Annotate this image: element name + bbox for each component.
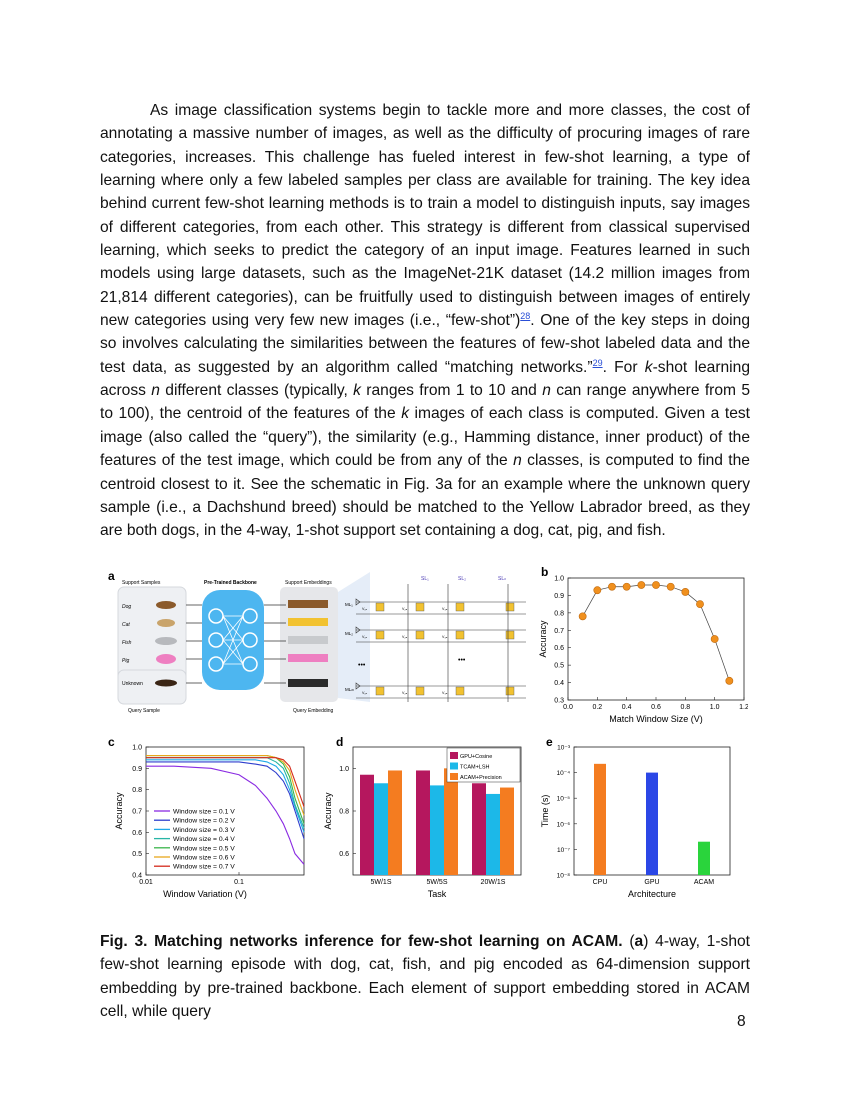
x-tick-label: 0.0	[563, 704, 573, 711]
chart-c	[114, 745, 304, 900]
class-label-fish: Fish	[122, 640, 132, 646]
x-tick-label: 5W/5S	[426, 879, 448, 886]
math-variable: n	[542, 382, 551, 400]
query-embedding-label: Query Embedding	[293, 708, 334, 714]
data-point	[696, 601, 703, 608]
x-axis-label: Match Window Size (V)	[609, 714, 703, 724]
embedding-pig	[288, 654, 328, 662]
backbone	[202, 580, 264, 690]
cat-icon	[157, 619, 175, 627]
bar	[360, 775, 374, 875]
legend-swatch	[450, 763, 458, 770]
search-line-label: SL₂	[458, 576, 467, 582]
cell-voltage-label: V₂ₙ	[402, 635, 408, 639]
query-sample-label: Query Sample	[128, 708, 160, 714]
bar	[594, 764, 606, 875]
x-tick-label: ACAM	[693, 879, 715, 886]
y-axis-label: Accuracy	[114, 792, 124, 830]
legend-label: ACAM+Precision	[460, 775, 502, 781]
unknown-label: Unknown	[122, 681, 143, 687]
class-label-pig: Pig	[122, 658, 130, 664]
y-tick-label: 0.4	[132, 872, 142, 880]
chart-d	[323, 747, 521, 899]
acam-cell	[376, 603, 384, 611]
body-text: ranges from 1 to 10 and	[360, 382, 543, 400]
acam-cell	[456, 687, 464, 695]
embedding-fish	[288, 636, 328, 644]
legend-label: TCAM+LSH	[460, 764, 490, 771]
panel-label-e: e	[546, 735, 553, 749]
math-variable: n	[151, 382, 160, 400]
y-axis-label: Time (s)	[540, 794, 550, 828]
acam-cell	[506, 603, 514, 611]
support-embeddings-title: Support Embeddings	[285, 580, 332, 586]
y-tick-label: 0.3	[554, 697, 564, 705]
math-variable: k	[353, 382, 361, 400]
acam-array	[345, 576, 526, 702]
x-tick-label: 5W/1S	[370, 879, 392, 886]
body-text: . For	[602, 358, 645, 376]
y-tick-label: 0.8	[554, 610, 564, 618]
body-text: -shot learning across	[100, 358, 750, 400]
bar	[374, 783, 388, 875]
embedding-dog	[288, 600, 328, 608]
x-tick-label: 0.01	[139, 879, 153, 886]
search-line-label: SLₙ	[498, 576, 507, 582]
y-tick-label: 0.7	[132, 808, 142, 816]
support-samples-title: Support Samples	[122, 580, 161, 586]
y-tick-label: 0.6	[339, 851, 349, 859]
cell-voltage-label: V₁ₙ	[362, 607, 368, 611]
x-tick-label: 0.4	[621, 704, 632, 711]
series-line	[146, 756, 304, 816]
bar	[486, 794, 500, 875]
support-box-bg	[118, 587, 186, 682]
bar	[416, 770, 430, 875]
data-line	[583, 585, 730, 681]
caption-text: (	[622, 933, 635, 950]
cell-voltage-label: V₂ₙ	[402, 691, 408, 695]
page-number: 8	[737, 1013, 746, 1030]
x-tick-label: 0.8	[680, 704, 691, 711]
bar	[646, 773, 658, 875]
y-tick-label: 1.0	[554, 575, 564, 583]
y-axis-label: Accuracy	[538, 620, 548, 658]
body-paragraph	[100, 99, 750, 543]
data-point	[638, 581, 645, 588]
x-tick-label: 0.2	[592, 704, 603, 711]
acam-cell	[456, 631, 464, 639]
y-axis-label: Accuracy	[323, 792, 333, 830]
y-tick-label: 0.4	[554, 680, 564, 688]
chart-e	[540, 745, 730, 900]
panel-label-a: a	[108, 569, 115, 583]
bar	[444, 768, 458, 875]
data-point	[711, 635, 718, 642]
x-axis-label: Architecture	[627, 889, 677, 899]
x-tick-label: 1.2	[739, 704, 748, 711]
legend-label: Window size = 0.3 V	[173, 826, 235, 834]
body-text: classes, is computed to find the centroid closest to it. See the schematic in Fig. 3a for an example where the unknown query sample (i.e., a Dachshund breed) should be matched to the Yellow Labrador breed, as they are both dogs, in the 4-way, 1-shot support set containing a dog, cat, pig, and fish.	[100, 452, 750, 540]
y-tick-label: 0.5	[132, 851, 142, 859]
match-line-label: MLₘ	[345, 687, 355, 692]
x-tick-label: 0.6	[651, 704, 661, 711]
legend-label: Window size = 0.4 V	[173, 836, 235, 844]
query-box-bg	[118, 670, 186, 704]
embedding-cat	[288, 618, 328, 626]
panel-label-d: d	[336, 735, 344, 749]
dachshund-icon	[155, 680, 177, 687]
acam-cell	[376, 631, 384, 639]
data-point	[594, 587, 601, 594]
acam-cell	[376, 687, 384, 695]
y-tick-label: 0.9	[132, 765, 142, 773]
data-point	[579, 613, 586, 620]
y-tick-label: 10⁻⁵	[556, 795, 570, 803]
y-tick-label: 10⁻⁴	[556, 770, 570, 778]
class-label-dog: Dog	[122, 604, 132, 610]
pig-icon	[156, 654, 176, 664]
match-line-label: ML₁	[345, 602, 353, 607]
reference-link[interactable]: 28	[520, 310, 531, 321]
data-point	[682, 588, 689, 595]
legend-label: GPU+Cosine	[460, 754, 493, 760]
legend-label: Window size = 0.1 V	[173, 808, 235, 816]
y-tick-label: 0.6	[554, 645, 564, 653]
y-tick-label: 0.7	[554, 627, 564, 635]
acam-cell	[416, 687, 424, 695]
y-tick-label: 0.6	[132, 829, 142, 837]
bar	[430, 785, 444, 875]
caption-text: ) 4-way, 1-shot few-shot learning episode with dog, cat, fish, and pig encoded as 64-dimension support embedding by pre-trained backbone. Each element of support embedding stored in ACAM cell, while query	[100, 933, 750, 1021]
y-tick-label: 10⁻⁷	[556, 846, 570, 854]
figure-canvas	[108, 562, 748, 912]
legend-label: Window size = 0.7 V	[173, 863, 235, 871]
embedding-unknown	[288, 679, 328, 687]
y-tick-label: 0.9	[554, 592, 564, 600]
y-tick-label: 10⁻³	[557, 744, 570, 752]
reference-link[interactable]: 29	[592, 357, 603, 368]
search-line-label: SL₁	[421, 576, 429, 582]
legend-label: Window size = 0.6 V	[173, 854, 235, 862]
class-label-cat: Cat	[122, 622, 130, 628]
data-point	[652, 581, 659, 588]
x-tick-label: GPU	[644, 879, 660, 886]
figure-caption	[100, 930, 750, 1023]
acam-cell	[456, 603, 464, 611]
data-point	[608, 583, 615, 590]
fish-icon	[155, 637, 177, 645]
acam-grid	[356, 584, 526, 702]
cell-voltage-label: V₁ₙ	[362, 691, 368, 695]
x-axis-label: Window Variation (V)	[163, 889, 247, 899]
dog-icon	[156, 601, 176, 609]
cell-voltage-label: V₁ₙ	[362, 635, 368, 639]
chart-b	[538, 576, 748, 725]
body-text: As image classification systems begin to tackle more and more classes, the cost of annotating a massive number of images, as well as the difficulty of procuring images of rare categories, increases. This challenge has fueled interest in few-shot learning, a type of learning where only a few labeled samples per class are available for training. The key idea behind current few-shot learning methods is to train a model to distinguish inputs, say images of different categories, from each other. This strategy is different from classical supervised learning, which seeks to predict the category of an input image. Features learned in such models using large datasets, such as the ImageNet-21K dataset (14.2 million images from 21,814 different categories), can be fruitfully used to distinguish between images of entirely new categories using very few new images (i.e., “few-shot”)	[100, 102, 750, 330]
bar	[698, 842, 710, 875]
y-tick-label: 1.0	[339, 765, 349, 773]
math-variable: n	[513, 452, 522, 470]
bar	[500, 788, 514, 875]
ellipsis: •••	[358, 662, 366, 669]
acam-cell	[506, 631, 514, 639]
body-text: different classes (typically,	[159, 382, 354, 400]
legend-swatch	[450, 773, 458, 780]
backbone-title: Pre-Trained Backbone	[204, 580, 257, 586]
math-variable: k	[644, 358, 653, 376]
y-tick-label: 10⁻⁶	[556, 821, 570, 829]
x-axis-label: Task	[427, 889, 447, 899]
figure-3	[108, 562, 748, 912]
cell-voltage-label: V₃ₙ	[442, 635, 448, 639]
caption-title: Fig. 3. Matching networks inference for few-shot learning on ACAM.	[100, 933, 623, 950]
x-tick-label: 1.0	[709, 704, 720, 711]
x-tick-label: 0.1	[234, 879, 244, 886]
y-tick-label: 0.8	[339, 808, 349, 816]
y-tick-label: 1.0	[132, 744, 142, 752]
panel-label-b: b	[541, 565, 549, 579]
x-tick-label: CPU	[592, 879, 608, 886]
match-line-label: ML₂	[345, 631, 353, 636]
support-samples-box	[118, 580, 186, 714]
x-tick-label: 20W/1S	[480, 879, 506, 886]
bar	[388, 770, 402, 875]
data-point	[726, 677, 733, 684]
y-tick-label: 10⁻⁸	[556, 872, 570, 880]
data-point	[667, 583, 674, 590]
legend-swatch	[450, 752, 458, 759]
acam-cell	[416, 603, 424, 611]
acam-cell	[506, 687, 514, 695]
panel-label-c: c	[108, 735, 115, 749]
body-text: can range anywhere from 5 to 100), the centroid of the features of the	[100, 382, 751, 423]
cell-voltage-label: V₃ₙ	[442, 607, 448, 611]
data-point	[623, 583, 630, 590]
legend-label: Window size = 0.5 V	[173, 845, 235, 853]
caption-panel-ref: a	[634, 933, 644, 950]
body-text: . One of the key steps in doing so involves calculating the similarities between the features of few-shot labeled data and the test data, as suggested by an algorithm called “matching networks.”	[100, 312, 750, 376]
ellipsis: •••	[458, 657, 466, 664]
y-tick-label: 0.8	[132, 787, 142, 795]
body-text: images of each class is computed. Given a test image (also called the “query”), the similarity (e.g., Hamming distance, inner product) of the features of the test image, which could be from any of the	[100, 405, 750, 470]
acam-cell	[416, 631, 424, 639]
math-variable: k	[401, 405, 409, 423]
cell-voltage-label: V₂ₙ	[402, 607, 408, 611]
legend-label: Window size = 0.2 V	[173, 817, 235, 825]
cell-voltage-label: V₃ₙ	[442, 691, 448, 695]
bar	[472, 783, 486, 875]
y-tick-label: 0.5	[554, 662, 564, 670]
